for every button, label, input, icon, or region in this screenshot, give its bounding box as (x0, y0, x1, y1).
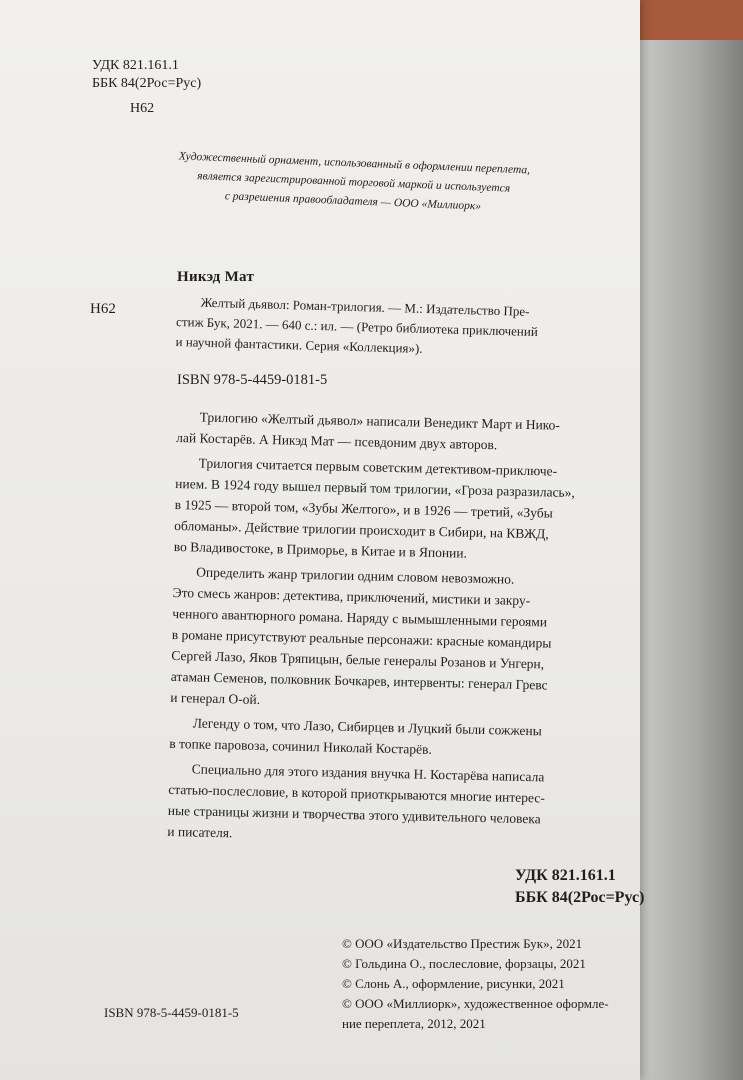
copyright-block (342, 934, 609, 1034)
annotation-line: и писателя. (167, 823, 233, 841)
notice-line: Художественный орнамент, использованный в оформлении переплета, (178, 150, 531, 177)
copyright-line: © Слонь А., оформление, рисунки, 2021 (342, 976, 565, 991)
bibliographic-description (175, 292, 636, 365)
bottom-classification-codes (515, 865, 644, 909)
bib-line: и научной фантастики. Серия «Коллекция»). (175, 333, 423, 356)
notice-line: с разрешения правообладателя — ООО «Миллиорк» (224, 190, 482, 213)
author-mark-top: Н62 (130, 101, 155, 116)
copyright-line: © Гольдина О., послесловие, форзацы, 2021 (342, 956, 586, 971)
bib-line: стиж Бук, 2021. — 640 с.: ил. — (Ретро библиотека приключений (175, 313, 539, 340)
annotation-line: Трилогию «Желтый дьявол» написали Венедикт Март и Нико- (199, 409, 561, 433)
top-classification-codes (92, 57, 201, 93)
annotation-line: обломаны». Действие трилогии происходит в Сибири, на КВЖД, (174, 517, 549, 542)
annotation-line: Это смесь жанров: детектива, приключений, мистики и закру- (172, 584, 531, 609)
annotation-line: атаман Семенов, полковник Бочкарев, интервенты: генерал Гревс (170, 668, 548, 693)
bbk-code: ББК 84(2Рос=Рус) (92, 76, 202, 91)
annotation-line: Легенду о том, что Лазо, Сибирцев и Луцкий были сожжены (192, 715, 542, 739)
ornament-notice (118, 145, 590, 221)
annotation-text (167, 406, 647, 853)
annotation-line: статью-послесловие, в которой приоткрываются многие интерес- (168, 781, 546, 806)
annotation-line: Трилогия считается первым советским детективом-приключе- (198, 455, 558, 479)
author-mark-left: Н62 (90, 301, 116, 317)
annotation-line: в 1925 — второй том, «Зубы Желтого», и в 1926 — третий, «Зубы (174, 496, 553, 521)
background-book-cover (633, 0, 743, 40)
bib-line: Желтый дьявол: Роман-трилогия. — М.: Издательство Пре- (200, 294, 530, 319)
copyright-line: ние переплета, 2012, 2021 (342, 1016, 486, 1031)
copyright-line: © ООО «Издательство Престиж Бук», 2021 (342, 936, 583, 951)
bbk-code-bottom: ББК 84(2Рос=Рус) (515, 889, 645, 906)
isbn-main: ISBN 978-5-4459-0181-5 (177, 372, 328, 388)
annotation-line: лай Костарёв. А Никэд Мат — псевдоним двух авторов. (176, 429, 498, 453)
annotation-line: Определить жанр трилогии одним словом невозможно. (196, 564, 515, 587)
annotation-line: ченного авантюрного романа. Наряду с вымышленными героями (172, 605, 548, 630)
annotation-line: и генерал О-ой. (170, 689, 261, 707)
isbn-bottom: ISBN 978-5-4459-0181-5 (104, 1005, 239, 1020)
annotation-line: Специально для этого издания внучка Н. Костарёва написала (191, 761, 545, 785)
annotation-line: в романе присутствуют реальные персонажи: красные командиры (171, 626, 552, 651)
annotation-line: во Владивостоке, в Приморье, в Китае и в Японии. (173, 538, 468, 561)
annotation-line: нием. В 1924 году вышел первый том трилогии, «Гроза разразилась», (175, 475, 575, 501)
copyright-line: © ООО «Миллиорк», художественное оформле- (342, 996, 609, 1011)
author-name: Никэд Мат (177, 269, 255, 285)
annotation-line: в топке паровоза, сочинил Николай Костарёв. (169, 735, 432, 757)
annotation-line: Сергей Лазо, Яков Тряпицын, белые генералы Розанов и Унгерн, (171, 647, 545, 672)
notice-line: является зарегистрированной торговой маркой и используется (197, 170, 511, 195)
udk-code-bottom: УДК 821.161.1 (515, 867, 616, 884)
udk-code: УДК 821.161.1 (92, 58, 179, 73)
annotation-line: ные страницы жизни и творчества этого удивительного человека (167, 802, 541, 827)
